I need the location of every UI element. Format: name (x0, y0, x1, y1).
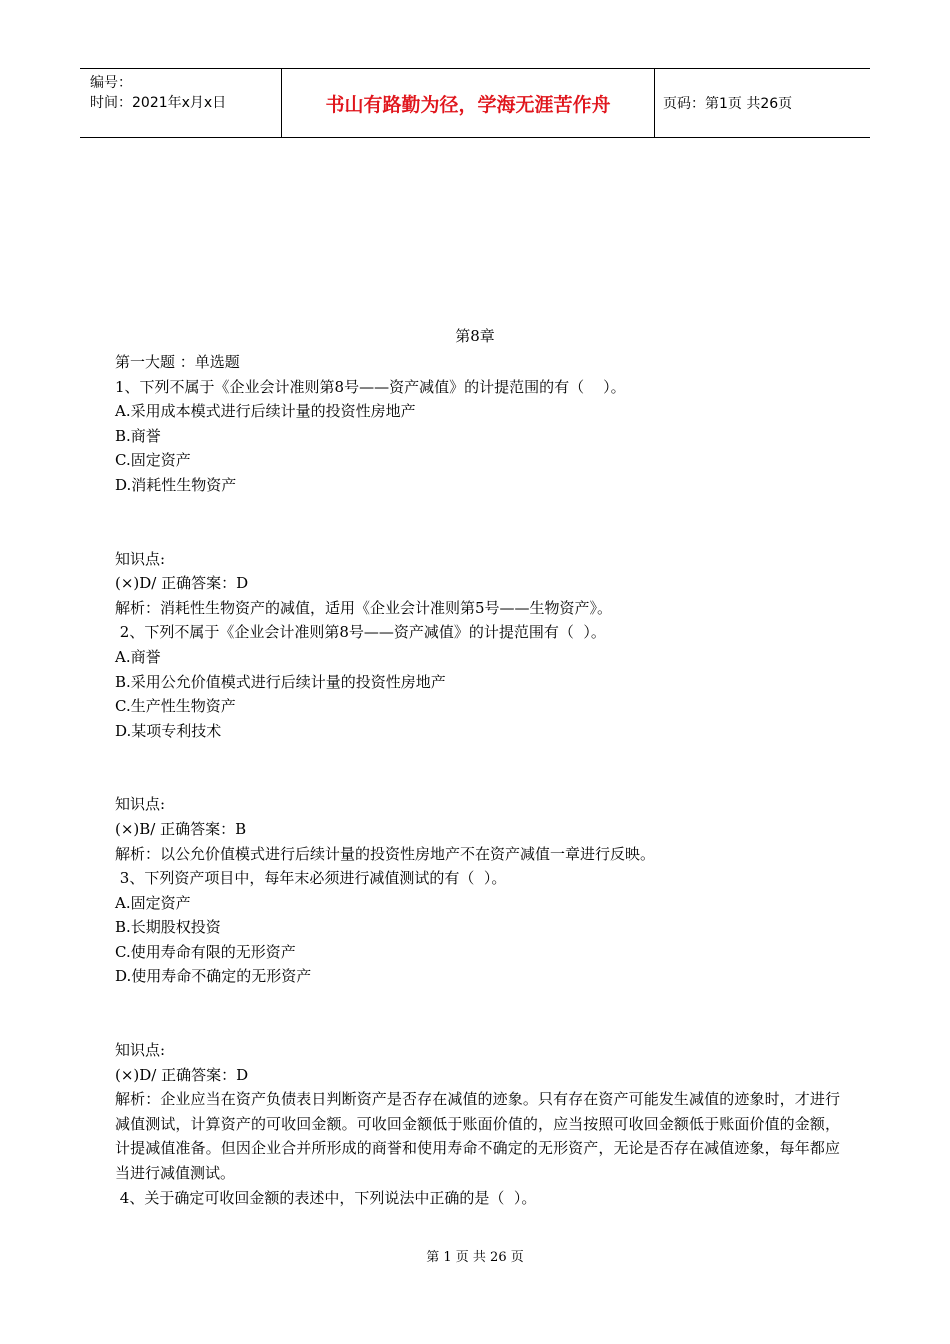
option-d: D.使用寿命不确定的无形资产 (115, 967, 312, 986)
knowledge-label: 知识点: (115, 795, 166, 814)
motto-text: 书山有路勤为径，学海无涯苦作舟 (325, 93, 611, 116)
question-stem: 2、下列不属于《企业会计准则第8号——资产减值》的计提范围有（ ）。 (115, 623, 606, 642)
answer-line: (×)D/ 正确答案：D (115, 574, 249, 593)
option-a: A.商誉 (115, 647, 161, 666)
page-info: 页码：第1页 共26页 (663, 96, 793, 112)
option-c: C.固定资产 (115, 451, 191, 470)
header-meta-cell (80, 69, 282, 137)
option-d: D.某项专利技术 (115, 721, 222, 740)
option-b: B.采用公允价值模式进行后续计量的投资性房地产 (115, 672, 446, 691)
header-page-cell (655, 69, 870, 137)
option-c: C.使用寿命有限的无形资产 (115, 942, 296, 961)
chapter-title: 第8章 (455, 327, 495, 345)
option-d: D.消耗性生物资产 (115, 475, 237, 494)
time-label: 时间：2021年x月x日 (90, 95, 227, 111)
answer-line: (×)D/ 正确答案：D (115, 1065, 249, 1084)
spacer (115, 743, 840, 792)
document-body (115, 350, 840, 1210)
knowledge-label: 知识点: (115, 1041, 166, 1060)
answer-line: (×)B/ 正确答案：B (115, 819, 247, 838)
question-stem: 3、下列资产项目中，每年末必须进行减值测试的有（ ）。 (115, 869, 507, 888)
spacer (115, 989, 840, 1038)
number-label: 编号： (90, 75, 132, 91)
question-stem: 4、关于确定可收回金额的表述中，下列说法中正确的是（ ）。 (115, 1188, 537, 1207)
option-b: B.商誉 (115, 426, 161, 445)
page-footer: 第 1 页 共 26 页 (426, 1250, 524, 1265)
analysis-text: 解析：以公允价值模式进行后续计量的投资性房地产不在资产减值一章进行反映。 (115, 844, 656, 863)
option-b: B.长期股权投资 (115, 918, 221, 937)
question-stem: 1、下列不属于《企业会计准则第8号——资产减值》的计提范围的有（ ）。 (115, 377, 626, 396)
section-title: 第一大题 ：单选题 (115, 353, 240, 371)
page-header (80, 68, 870, 138)
spacer (115, 498, 840, 547)
knowledge-label: 知识点: (115, 549, 166, 568)
header-motto-cell (282, 69, 655, 137)
option-a: A.采用成本模式进行后续计量的投资性房地产 (115, 402, 416, 421)
option-a: A.固定资产 (115, 893, 191, 912)
option-c: C.生产性生物资产 (115, 697, 236, 716)
analysis-text: 解析：消耗性生物资产的减值，适用《企业会计准则第5号——生物资产》。 (115, 598, 613, 617)
analysis-text: 解析：企业应当在资产负债表日判断资产是否存在减值的迹象。只有存在资产可能发生减值的迹象时，才进行减值测试，计算资产的可收回金额。可收回金额低于账面价值的，应当按照可收回金额低于账面价值的金额，计提减值准备。但因企业合并所形成的商誉和使用寿命不确定的无形资产，无论是否存在减值迹象，每年都应当进行减值测试。 (115, 1090, 840, 1183)
